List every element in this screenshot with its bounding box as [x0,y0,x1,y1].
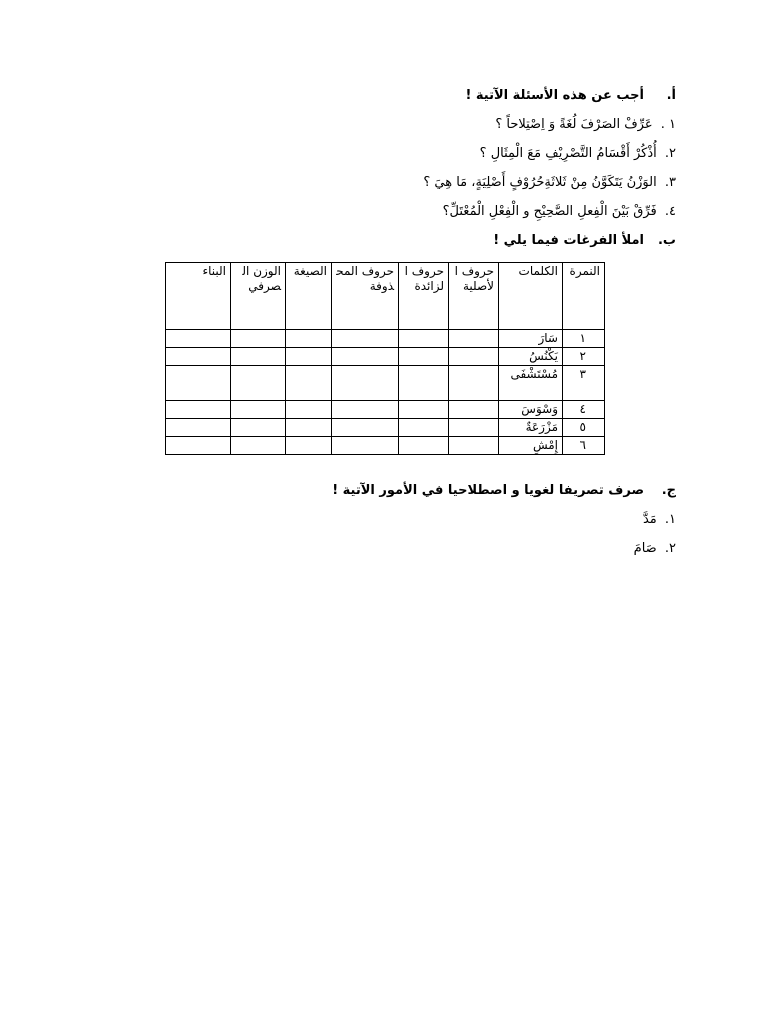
table-row [166,330,605,348]
question-4-text: فَرِّقْ بَيْنَ الْفِعلِ الصَّحِيْحِ و الْفِعْلِ الْمُعْتَلِّ؟ [442,204,657,219]
blank-cell[interactable] [231,419,286,437]
blank-cell[interactable] [286,366,332,401]
blank-cell[interactable] [166,366,231,401]
question-3-number: ٣. [664,175,676,190]
blank-cell[interactable] [449,348,499,366]
header-deleted-letters: حروف المحذوفة [332,263,399,330]
blank-cell[interactable] [399,366,449,401]
item-1 [643,511,676,529]
header-words: الكلمات [499,263,563,330]
blank-cell[interactable] [399,330,449,348]
question-4 [443,203,676,221]
blank-cell[interactable] [449,437,499,455]
section-a-title: أجب عن هذه الأسئلة الآتية ! [465,88,644,103]
row-number: ٣ [563,366,605,401]
question-1 [495,116,676,134]
table-row [166,419,605,437]
row-word: يَكْنُسُ [499,348,563,366]
row-number: ٥ [563,419,605,437]
row-word: وَسْوَسَ [499,401,563,419]
blank-cell[interactable] [166,401,231,419]
blank-cell[interactable] [449,401,499,419]
blank-cell[interactable] [166,437,231,455]
blank-cell[interactable] [231,348,286,366]
row-word: إِمْشِ [499,437,563,455]
question-2-text: أُذْكُرْ أَقْسَامُ التَّصْرِيْفِ مَعَ الْمِثَالِ ؟ [479,146,657,161]
blank-cell[interactable] [286,419,332,437]
header-added-letters: حروف الزائدة [399,263,449,330]
blank-cell[interactable] [332,330,399,348]
blank-cell[interactable] [399,419,449,437]
item-2 [634,540,676,558]
header-morph-pattern: الوزن الصرفي [231,263,286,330]
blank-cell[interactable] [231,437,286,455]
header-form: الصيغة [286,263,332,330]
blank-cell[interactable] [332,437,399,455]
row-number: ٦ [563,437,605,455]
section-b-marker: ب. [657,233,676,248]
question-3-text: الوَزْنُ يَتَكَوَّنُ مِنْ ثَلاثَةِحُرُوْفٍ أَصْلِيَةٍ، مَا هِيَ ؟ [423,175,657,190]
blank-cell[interactable] [231,330,286,348]
header-root-letters: حروف الأصلية [449,263,499,330]
section-b-heading [493,232,676,250]
question-1-text: عَرِّفْ الصَرْفَ لُغَةً وَ اِصْتِلاحاً ؟ [495,117,653,132]
question-2 [480,145,676,163]
question-4-number: ٤. [664,204,676,219]
blank-cell[interactable] [449,366,499,401]
section-b-title: املأ الفرغات فيما يلي ! [493,233,644,248]
blank-cell[interactable] [231,366,286,401]
morphology-table [165,262,605,455]
blank-cell[interactable] [449,330,499,348]
blank-cell[interactable] [332,348,399,366]
row-word: مُسْتَشْفَى [499,366,563,401]
header-number: النمرة [563,263,605,330]
blank-cell[interactable] [399,401,449,419]
blank-cell[interactable] [286,348,332,366]
item-1-text: مَدَّ [642,512,657,527]
section-a-marker: أ. [666,88,676,103]
table-row [166,437,605,455]
row-word: سَارَ [499,330,563,348]
blank-cell[interactable] [166,348,231,366]
question-2-number: ٢. [664,146,676,161]
blank-cell[interactable] [399,348,449,366]
table-header-row [166,263,605,330]
row-number: ١ [563,330,605,348]
blank-cell[interactable] [286,401,332,419]
item-2-text: صَامَ [633,541,657,556]
item-1-number: ١. [664,512,676,527]
table-row [166,401,605,419]
blank-cell[interactable] [449,419,499,437]
row-word: مَزْرَعَةٌ [499,419,563,437]
table-row [166,348,605,366]
blank-cell[interactable] [399,437,449,455]
header-structure: البناء [166,263,231,330]
blank-cell[interactable] [286,437,332,455]
question-1-number: ١ . [660,117,676,132]
row-number: ٤ [563,401,605,419]
section-c-title: صرف تصريفا لغويا و اصطلاحيا في الأمور الآتية ! [332,483,644,498]
blank-cell[interactable] [332,419,399,437]
item-2-number: ٢. [664,541,676,556]
blank-cell[interactable] [166,419,231,437]
table-row [166,366,605,401]
blank-cell[interactable] [166,330,231,348]
blank-cell[interactable] [332,366,399,401]
blank-cell[interactable] [332,401,399,419]
section-c-marker: ج. [661,483,676,498]
blank-cell[interactable] [286,330,332,348]
section-c-heading [332,482,676,500]
row-number: ٢ [563,348,605,366]
question-3 [423,174,676,192]
blank-cell[interactable] [231,401,286,419]
section-a-heading [465,87,676,105]
